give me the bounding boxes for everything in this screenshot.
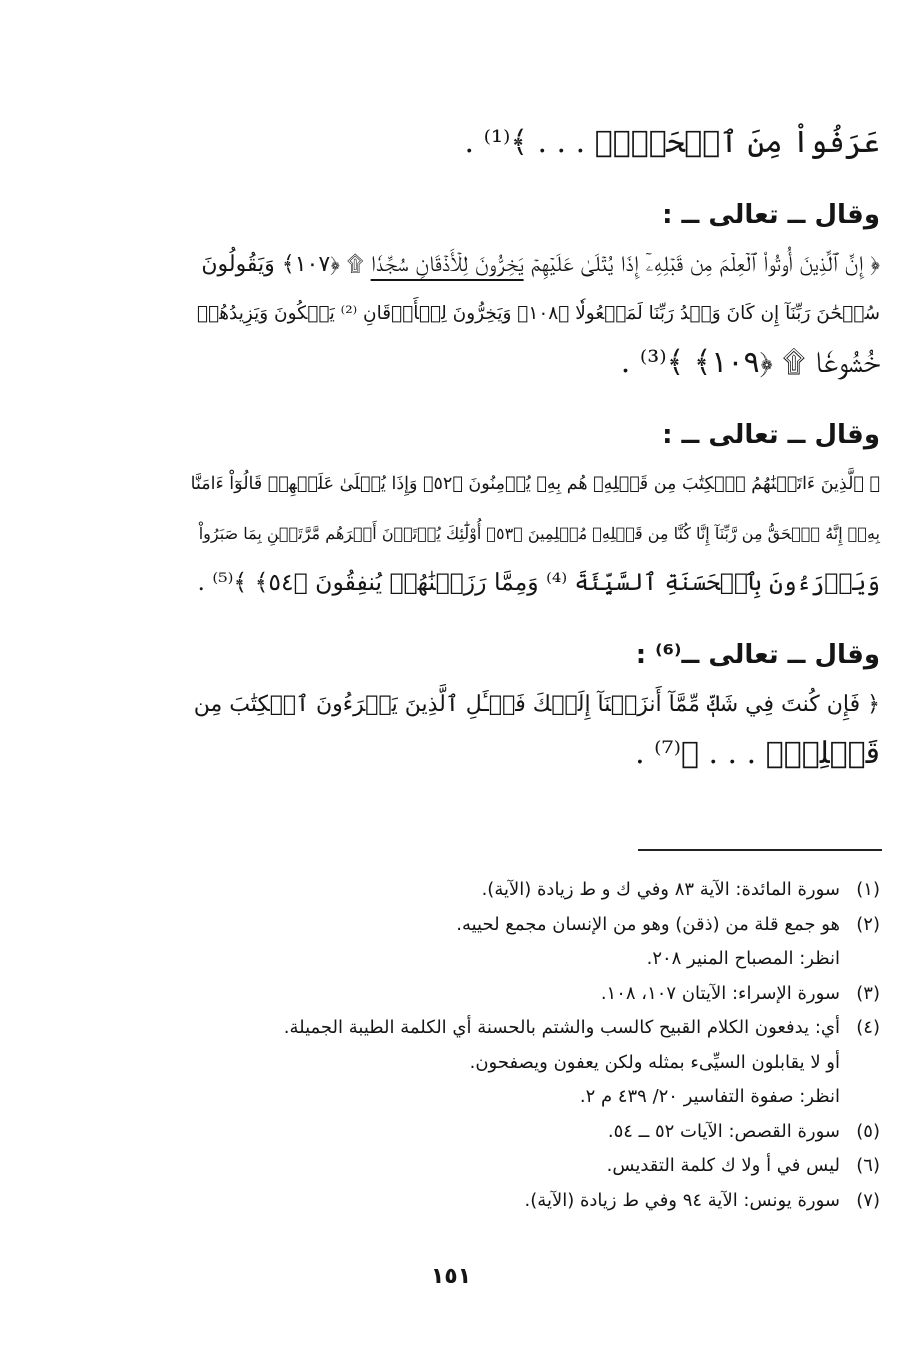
footnote-4-continued (20, 1046, 880, 1081)
footnote-divider (638, 849, 882, 851)
footnote-text: سورة المائدة: الآية ٨٣ وفي ك و ط زيادة (الآية). (481, 879, 840, 900)
footnote-text: انظر: صفوة التفاسير ٢٠/ ٤٣٩ م ٢. (579, 1086, 840, 1107)
footnote-number: (٣) (856, 982, 880, 1004)
footnote-4-continued (20, 1080, 880, 1115)
footnote-6 (20, 1149, 880, 1184)
footnote-1 (20, 873, 880, 908)
footnote-text: سورة الإسراء: الآيتان ١٠٧، ١٠٨. (600, 982, 840, 1004)
footnote-text: هو جمع قلة من (ذقن) وهو من الإنسان مجمع لحييه. (456, 913, 840, 935)
verse-line-9: قَبۡلِكَۚ . . . ﴾⁽⁷⁾ . (635, 736, 880, 771)
footnote-7 (20, 1184, 880, 1219)
verse-line-6: بِهِۦٓ إِنَّهُ ٱلۡحَقُّ مِن رَّبِّنَآ إِنَّا كُنَّا مِن قَبۡلِهِۦ مُسۡلِمِينَ ﴿٥٣﴾ أُوْلَٰٓئِكَ يُؤۡتَوۡنَ أَجۡرَهُم مَّرَّتَيۡنِ بِمَا صَبَرُواْ (198, 524, 880, 543)
intro-line-3: وقال ــ تعالى ــ⁽⁶⁾ : (635, 640, 880, 670)
footnote-text: أو لا يقابلون السيِّىء بمثله ولكن يعفون ويصفحون. (469, 1051, 840, 1073)
footnote-number: (٧) (856, 1189, 880, 1211)
verse-line-8: ﴿ فَإِن كُنتَ فِي شَكّٖ مِّمَّآ أَنزَلۡنَآ إِلَيۡكَ فَسۡـَٔلِ ٱلَّذِينَ يَقۡرَءُونَ ٱلۡكِتَٰبَ مِن (193, 692, 880, 717)
footnote-text: سورة يونس: الآية ٩٤ وفي ط زيادة (الآية). (524, 1189, 840, 1211)
main-text (188, 118, 880, 778)
footnote-number: (١) (856, 879, 880, 900)
verse-line-4: خُشُوعٗا ۩ ﴿١٠٩﴾ ﴾⁽³⁾ . (620, 345, 880, 380)
footnote-text: انظر: المصباح المنير ٢٠٨. (646, 948, 840, 969)
intro-line-2: وقال ــ تعالى ــ : (662, 420, 880, 450)
footnote-5 (20, 1115, 880, 1150)
intro-line-1: وقال ــ تعالى ــ : (662, 200, 880, 230)
verse-line-1: عَرَفُواْ مِنَ ٱلۡحَقِّۖ . . . ﴾⁽¹⁾ . (464, 125, 880, 160)
footnote-3 (20, 977, 880, 1012)
footnote-number: (٢) (856, 913, 880, 935)
verse-text: ۩ ﴿١٠٧﴾ وَيَقُولُونَ (201, 252, 371, 277)
verse-line-2 (188, 240, 880, 289)
footnote-2-continued (20, 942, 880, 977)
verse-line-5: ﴿ ٱلَّذِينَ ءَاتَيۡنَٰهُمُ ٱلۡكِتَٰبَ مِن قَبۡلِهِۦ هُم بِهِۦ يُؤۡمِنُونَ ﴿٥٢﴾ وَإِذَا يُتۡلَىٰ عَلَيۡهِمۡ قَالُوٓاْ ءَامَنَّا (190, 474, 880, 494)
footnote-text: أي: يدفعون الكلام القبيح كالسب والشتم بالحسنة أي الكلمة الطيبة الجميلة. (283, 1017, 840, 1038)
verse-text: ﴿ إِنَّ ٱلَّذِينَ أُوتُواْ ٱلۡعِلۡمَ مِن قَبۡلِهِۦٓ إِذَا يُتۡلَىٰ عَلَيۡهِمۡ (523, 252, 880, 277)
footnote-number: (٦) (856, 1155, 880, 1176)
footnote-4 (20, 1011, 880, 1046)
verse-line-7: وَيَدۡرَءُونَ بِٱلۡحَسَنَةِ ٱلسَّيِّئَةَ ⁽⁴⁾ وَمِمَّا رَزَقۡنَٰهُمۡ يُنفِقُونَ ﴿٥٤﴾ ﴾⁽⁵⁾ . (197, 568, 880, 596)
underlined-verse-text: يَخِرُّونَ لِلۡأَذۡقَانِ سُجَّدٗا (370, 252, 524, 277)
footnote-text: سورة القصص: الآيات ٥٢ ــ ٥٤. (607, 1120, 840, 1142)
footnote-number: (٥) (856, 1120, 880, 1142)
footnote-number: (٤) (856, 1017, 880, 1038)
footnotes (20, 873, 880, 1218)
verse-line-3: سُبۡحَٰنَ رَبِّنَآ إِن كَانَ وَعۡدُ رَبِّنَا لَمَفۡعُولٗا ﴿١٠٨﴾ وَيَخِرُّونَ لِلۡأَذۡقَانِ ⁽²⁾ يَبۡكُونَ وَيَزِيدُهُمۡ (197, 303, 880, 324)
footnote-text: ليس في أ ولا ك كلمة التقديس. (606, 1155, 840, 1176)
footnote-2 (20, 908, 880, 943)
page-number: ١٥١ (430, 1264, 472, 1289)
